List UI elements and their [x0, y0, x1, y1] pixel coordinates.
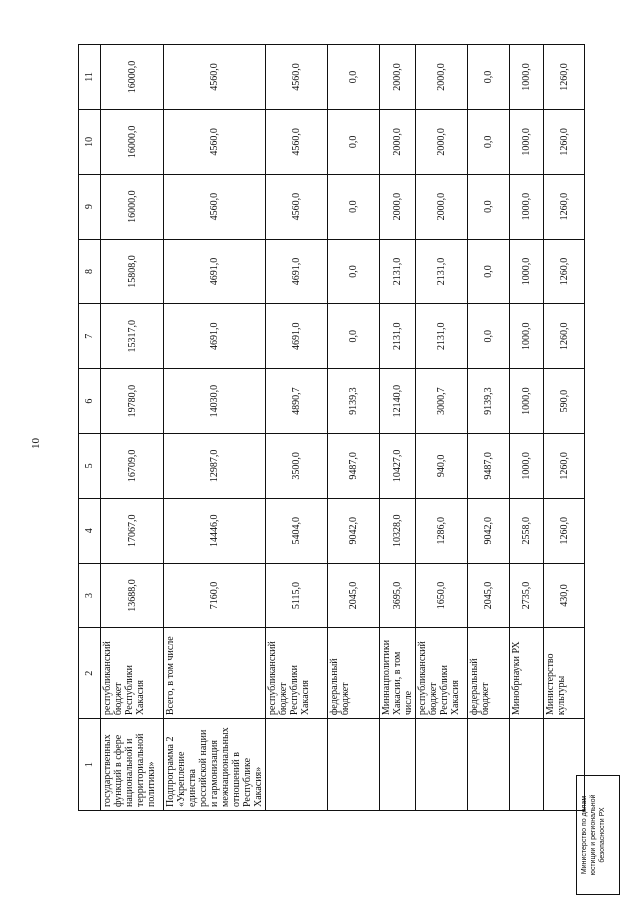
header-cell: 4: [79, 498, 101, 563]
table-cell: 2045,0: [468, 563, 510, 628]
table-body: [79, 45, 585, 811]
table-cell: 0,0: [468, 174, 510, 239]
table-cell: [468, 719, 510, 811]
table-cell: Министерство культуры: [544, 628, 585, 719]
table-cell: 4560,0: [164, 174, 266, 239]
table-cell: 12140,0: [380, 369, 416, 434]
header-cell: 9: [79, 174, 101, 239]
table-cell: 10427,0: [380, 433, 416, 498]
table-cell: 1000,0: [510, 304, 544, 369]
table-cell: 2000,0: [380, 109, 416, 174]
table-cell: 1000,0: [510, 239, 544, 304]
table-cell: 1260,0: [544, 304, 585, 369]
table-cell: 2131,0: [380, 304, 416, 369]
table-cell: 2000,0: [416, 174, 468, 239]
table-cell: 9042,0: [468, 498, 510, 563]
table-cell: 0,0: [468, 45, 510, 110]
table-cell: 0,0: [468, 304, 510, 369]
header-cell: 6: [79, 369, 101, 434]
table-cell: [380, 719, 416, 811]
ministry-stamp: [576, 775, 620, 895]
table-cell: 4691,0: [266, 239, 328, 304]
table-row: [510, 45, 544, 811]
table-cell: 3500,0: [266, 433, 328, 498]
table-cell: 1260,0: [544, 239, 585, 304]
header-cell: 7: [79, 304, 101, 369]
table-cell: [328, 719, 380, 811]
table-cell: 0,0: [328, 45, 380, 110]
table-cell: 1650,0: [416, 563, 468, 628]
table-cell: 12987,0: [164, 433, 266, 498]
table-row: [468, 45, 510, 811]
table-row: [544, 45, 585, 811]
table-cell: 2000,0: [380, 174, 416, 239]
table-cell: 9139,3: [468, 369, 510, 434]
table-cell: 19780,0: [101, 369, 164, 434]
header-cell: 10: [79, 109, 101, 174]
table-cell: 4691,0: [266, 304, 328, 369]
table-cell: 1260,0: [544, 174, 585, 239]
table-cell: 430,0: [544, 563, 585, 628]
table-cell: 1260,0: [544, 109, 585, 174]
table-cell: 15808,0: [101, 239, 164, 304]
table-cell: 14446,0: [164, 498, 266, 563]
table-cell: 2000,0: [416, 45, 468, 110]
table-cell: 2131,0: [416, 239, 468, 304]
table-cell: 1260,0: [544, 433, 585, 498]
table-cell: 16000,0: [101, 109, 164, 174]
table-cell: республиканский бюджет Республики Хакасия: [266, 628, 328, 719]
table-cell: 4560,0: [164, 109, 266, 174]
table-cell: 2131,0: [416, 304, 468, 369]
table-cell: 4691,0: [164, 239, 266, 304]
table-cell: 0,0: [328, 109, 380, 174]
table-cell: 2558,0: [510, 498, 544, 563]
table-cell: 1000,0: [510, 369, 544, 434]
table-cell: 13688,0: [101, 563, 164, 628]
table-row: [266, 45, 328, 811]
table-cell: государственных функций в сфере национальной и территориальной политики»: [101, 719, 164, 811]
table-cell: Минобрнауки РХ: [510, 628, 544, 719]
stamp-line: юстиции и региональной: [590, 794, 597, 876]
table-cell: 1286,0: [416, 498, 468, 563]
table-cell: 16709,0: [101, 433, 164, 498]
table-cell: 9139,3: [328, 369, 380, 434]
header-cell: 1: [79, 719, 101, 811]
page-number: 10: [30, 438, 42, 449]
table-cell: Всего, в том числе: [164, 628, 266, 719]
table-cell: 5404,0: [266, 498, 328, 563]
table-cell: 1000,0: [510, 433, 544, 498]
header-cell: 8: [79, 239, 101, 304]
table-cell: федеральный бюджет: [468, 628, 510, 719]
table-cell: 2045,0: [328, 563, 380, 628]
table-row: [380, 45, 416, 811]
budget-table: [78, 44, 585, 811]
table-cell: 3000,7: [416, 369, 468, 434]
table-cell: 2000,0: [416, 109, 468, 174]
table-cell: 4560,0: [164, 45, 266, 110]
table-cell: 0,0: [328, 304, 380, 369]
table-row: [328, 45, 380, 811]
table-cell: Миннацполитики Хакасии, в том числе: [380, 628, 416, 719]
header-cell: 2: [79, 628, 101, 719]
table-header-row: [79, 45, 101, 811]
table-cell: 0,0: [468, 109, 510, 174]
table-cell: 9487,0: [328, 433, 380, 498]
table-cell: 1260,0: [544, 498, 585, 563]
table-cell: 2000,0: [380, 45, 416, 110]
table-cell: федеральный бюджет: [328, 628, 380, 719]
table-cell: 0,0: [468, 239, 510, 304]
table-cell: 590,0: [544, 369, 585, 434]
table-cell: [416, 719, 468, 811]
stamp-line: безопасности РХ: [599, 807, 606, 863]
table-cell: 0,0: [328, 174, 380, 239]
table-cell: 4691,0: [164, 304, 266, 369]
table-row: [416, 45, 468, 811]
table-cell: 1000,0: [510, 45, 544, 110]
table-cell: 14030,0: [164, 369, 266, 434]
header-cell: 11: [79, 45, 101, 110]
table-cell: 15317,0: [101, 304, 164, 369]
table-cell: 16000,0: [101, 174, 164, 239]
table-cell: 4890,7: [266, 369, 328, 434]
table-cell: 1260,0: [544, 45, 585, 110]
table-cell: [510, 719, 544, 811]
table-cell: 3695,0: [380, 563, 416, 628]
table-cell: 1000,0: [510, 109, 544, 174]
table-cell: 5115,0: [266, 563, 328, 628]
table-cell: 2735,0: [510, 563, 544, 628]
header-cell: 3: [79, 563, 101, 628]
table-cell: Подпрограмма 2 «Укрепление единства российской нации и гармонизация межнациональных отношений в Республике Хакасия»: [164, 719, 266, 811]
table-cell: 9042,0: [328, 498, 380, 563]
table-cell: 940,0: [416, 433, 468, 498]
table-cell: 10328,0: [380, 498, 416, 563]
table-cell: республиканский бюджет Республики Хакасия: [101, 628, 164, 719]
table-cell: республиканский бюджет Республики Хакасия: [416, 628, 468, 719]
table-cell: 4560,0: [266, 45, 328, 110]
table-cell: 0,0: [328, 239, 380, 304]
table-row: [101, 45, 164, 811]
table-cell: 1000,0: [510, 174, 544, 239]
table-cell: 4560,0: [266, 109, 328, 174]
table-cell: 7160,0: [164, 563, 266, 628]
header-cell: 5: [79, 433, 101, 498]
table-cell: 17067,0: [101, 498, 164, 563]
stamp-line: Министерство по делам: [581, 795, 588, 875]
table-cell: 2131,0: [380, 239, 416, 304]
table-cell: 9487,0: [468, 433, 510, 498]
table-cell: [266, 719, 328, 811]
table-cell: 16000,0: [101, 45, 164, 110]
table-row: [164, 45, 266, 811]
table-cell: 4560,0: [266, 174, 328, 239]
budget-table-container: [78, 44, 569, 811]
